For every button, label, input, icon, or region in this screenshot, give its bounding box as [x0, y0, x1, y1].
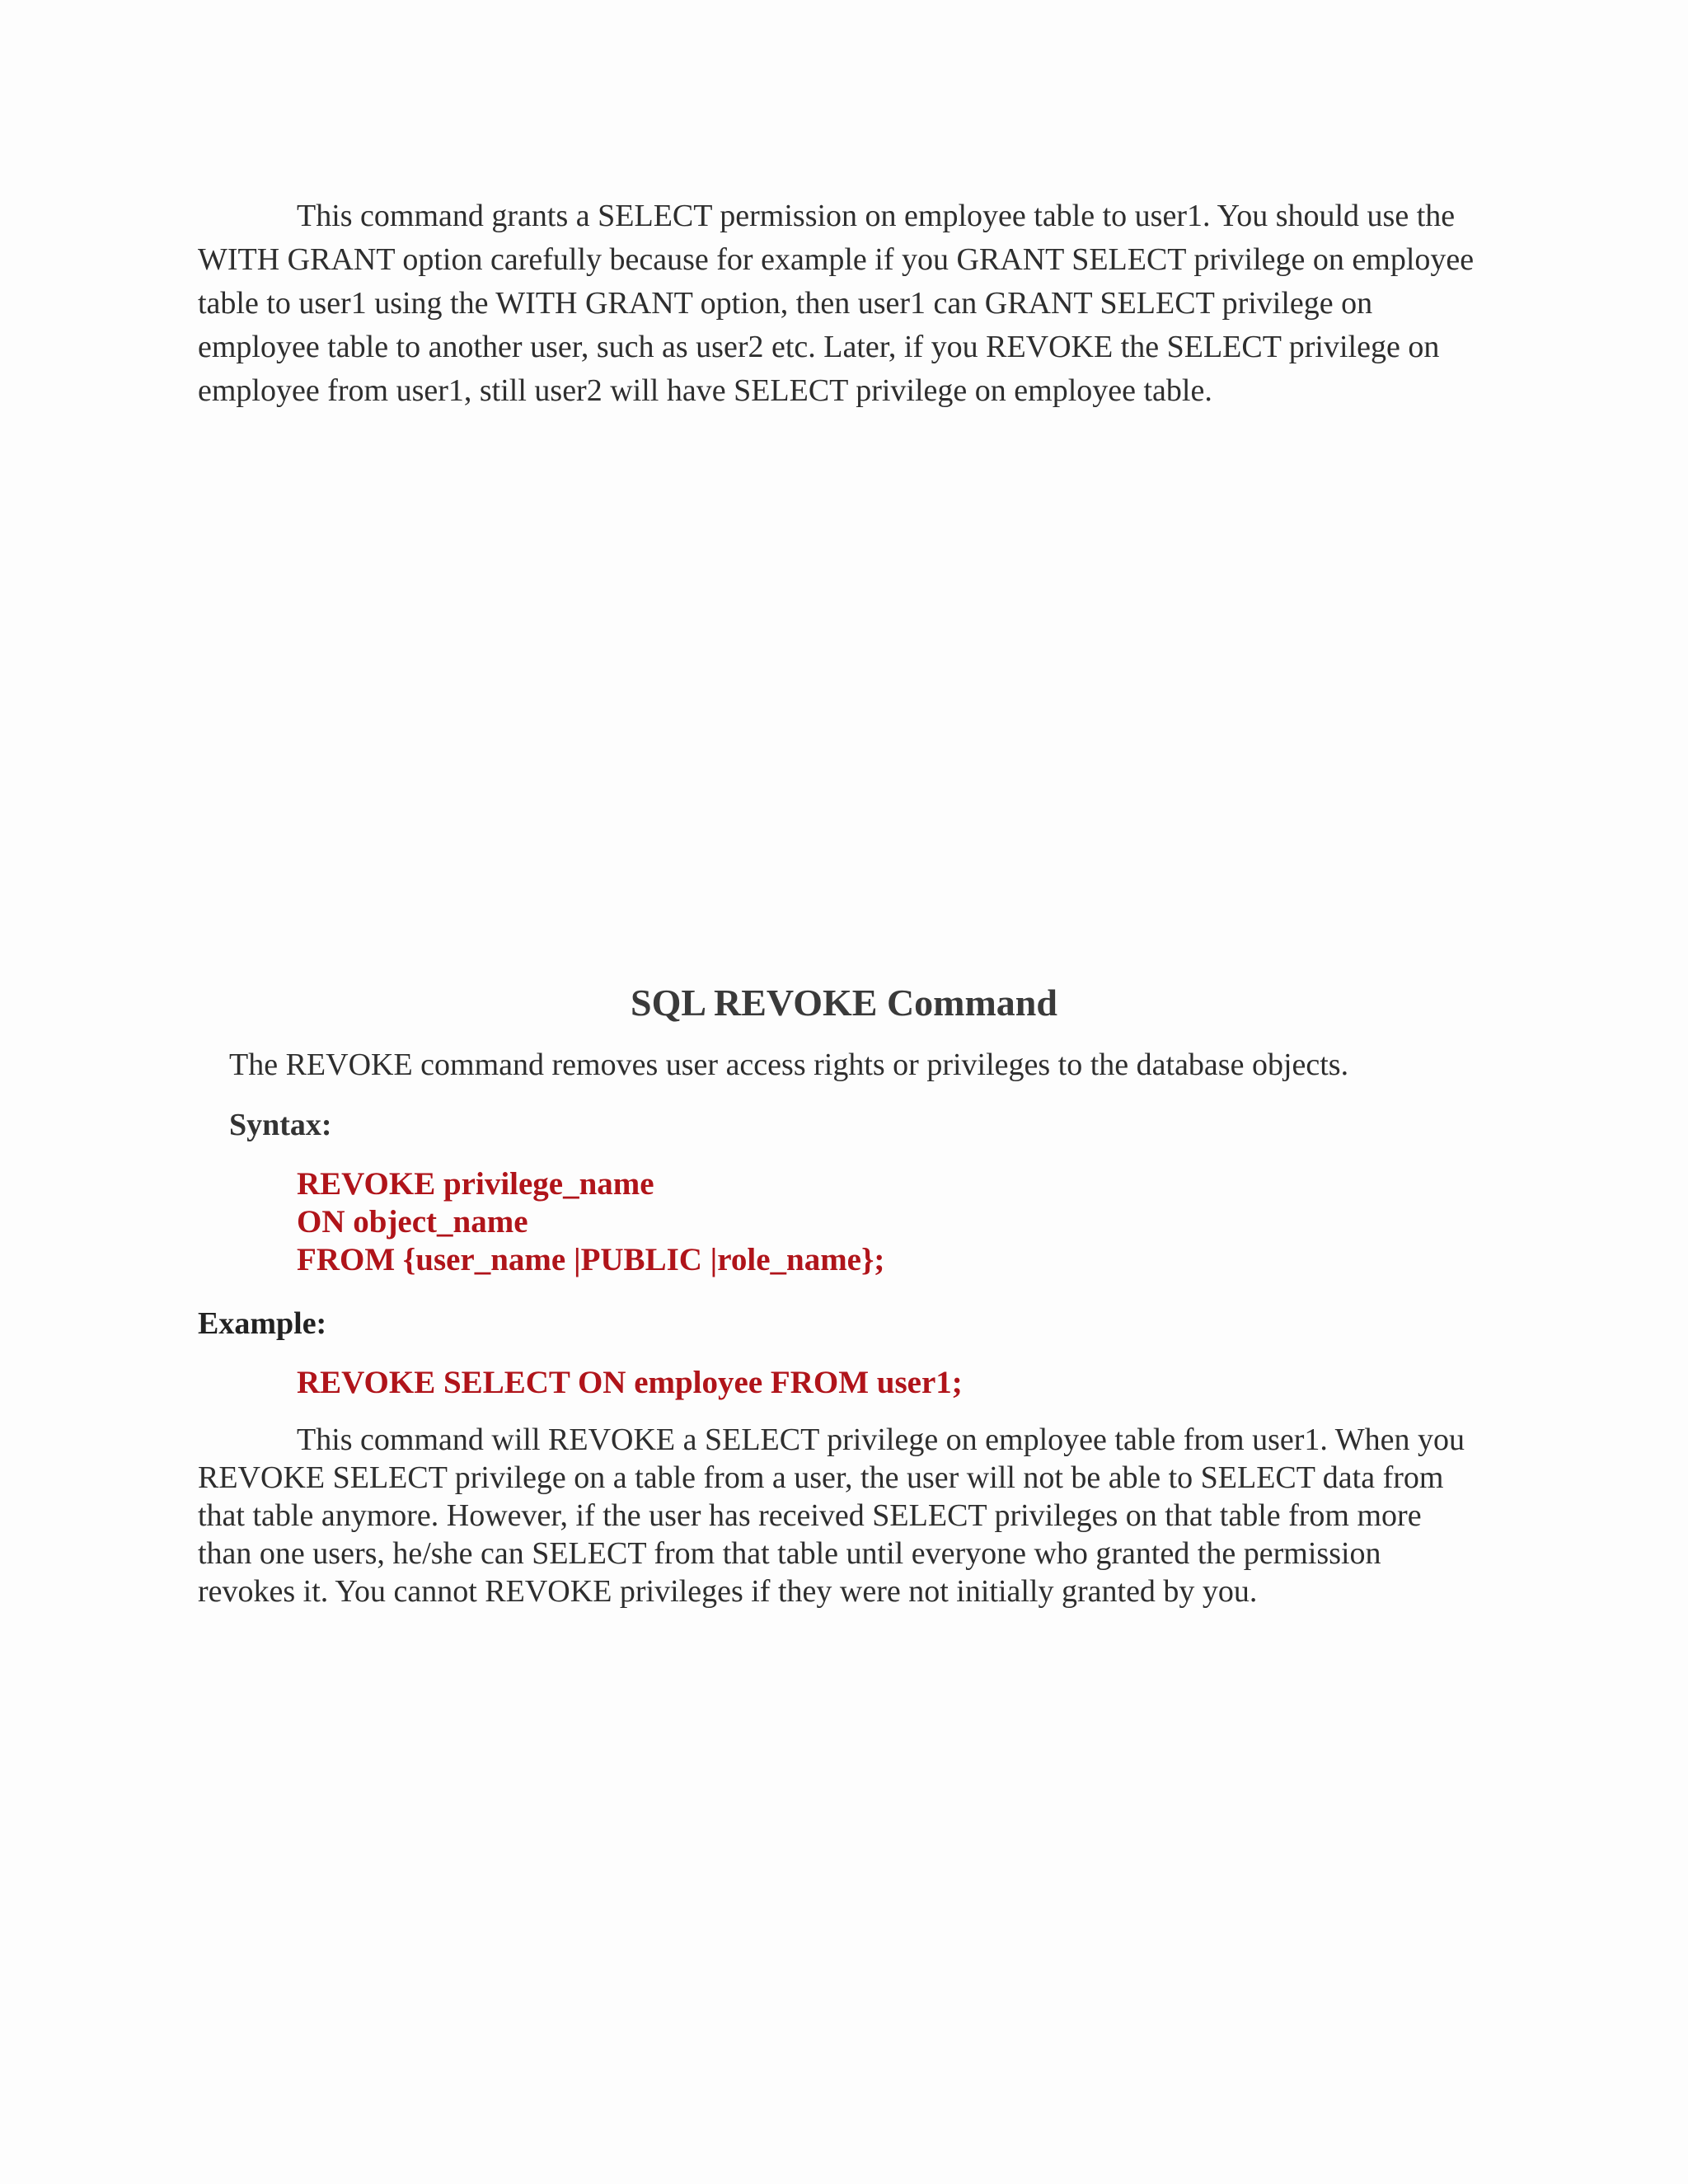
syntax-label: Syntax: [229, 1108, 332, 1142]
grant-explanation-paragraph: This command grants a SELECT permission on employee table to user1. You should use the WITH GRANT option carefully because for example if you GRANT SELECT privilege on employee table to user1 using the WITH GRANT option, then user1 can GRANT SELECT privilege on employee table to another user, such as user2 etc. Later, if you REVOKE the SELECT privilege on employee from user1, still user2 will have SELECT privilege on employee table. [198, 199, 1475, 408]
syntax-line-from: FROM {user_name |PUBLIC |role_name}; [297, 1242, 885, 1277]
syntax-code-block [297, 1165, 884, 1279]
section-heading: SQL REVOKE Command [631, 982, 1057, 1024]
revoke-explanation-paragraph: This command will REVOKE a SELECT privilege on employee table from user1. When you REVOKE SELECT privilege on a table from a user, the user will not be able to SELECT data from that table anymore. However, if the user has received SELECT privileges on that table from more than one users, he/she can SELECT from that table until everyone who granted the permission revokes it. You cannot REVOKE privileges if they were not initially granted by you. [198, 1422, 1465, 1609]
syntax-line-revoke: REVOKE privilege_name [297, 1166, 654, 1202]
revoke-intro-text: The REVOKE command removes user access rights or privileges to the database objects. [229, 1047, 1349, 1082]
syntax-line-on: ON object_name [297, 1204, 528, 1240]
example-label: Example: [198, 1306, 327, 1341]
example-code: REVOKE SELECT ON employee FROM user1; [297, 1365, 963, 1400]
